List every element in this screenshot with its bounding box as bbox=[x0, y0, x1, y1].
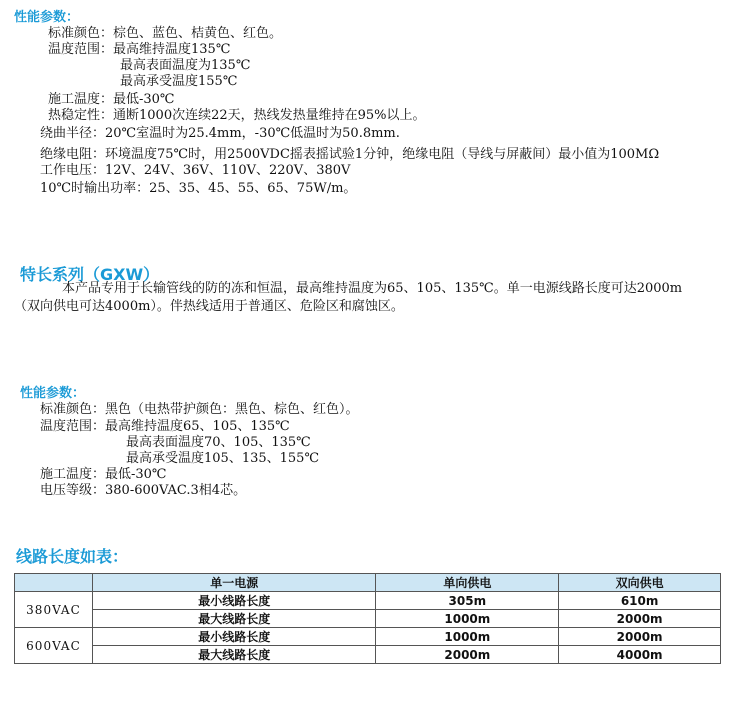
section2-title: 特长系列（GXW） bbox=[20, 265, 160, 284]
table-row bbox=[15, 610, 721, 628]
voltage-cell: 380VAC bbox=[15, 592, 93, 628]
two-way-value: 2000m bbox=[559, 610, 721, 628]
spec-line-color: 标准颜色：棕色、蓝色、桔黄色、红色。 bbox=[48, 26, 283, 41]
spec2-line-temp-range: 温度范围：最高维持温度65、105、135℃ bbox=[40, 419, 290, 434]
table-title: 线路长度如表： bbox=[16, 547, 129, 566]
table-header-one-way: 单向供电 bbox=[376, 574, 559, 592]
line-length-table bbox=[14, 573, 721, 664]
spec-line-max-temp: 最高承受温度155℃ bbox=[120, 74, 238, 89]
section3-title: 性能参数： bbox=[20, 386, 86, 401]
spec2-line-surface-temp: 最高表面温度70、105、135℃ bbox=[126, 435, 311, 450]
table-row bbox=[15, 592, 721, 610]
row-label: 最大线路长度 bbox=[92, 610, 376, 628]
row-label: 最小线路长度 bbox=[92, 592, 376, 610]
spec-line-temp-range: 温度范围：最高维持温度135℃ bbox=[48, 42, 231, 57]
spec-line-install-temp: 施工温度：最低-30℃ bbox=[48, 92, 175, 107]
voltage-cell: 600VAC bbox=[15, 628, 93, 664]
spec-line-output-power: 10℃时输出功率：25、35、45、55、65、75W/m。 bbox=[40, 181, 357, 196]
spec2-line-voltage-class: 电压等级：380-600VAC.3相4芯。 bbox=[40, 483, 247, 498]
spec2-line-install-temp: 施工温度：最低-30℃ bbox=[40, 467, 167, 482]
spec-line-bend-radius: 绕曲半径：20℃室温时为25.4mm，-30℃低温时为50.8mm. bbox=[40, 126, 400, 141]
spec-line-insulation: 绝缘电阻：环境温度75℃时，用2500VDC摇表摇试验1分钟，绝缘电阻（导线与屏蔽间）最小值为100MΩ bbox=[40, 147, 660, 162]
one-way-value: 1000m bbox=[376, 628, 559, 646]
row-label: 最小线路长度 bbox=[92, 628, 376, 646]
row-label: 最大线路长度 bbox=[92, 646, 376, 664]
spec-line-thermal-stability: 热稳定性：通断1000次连续22天，热线发热量维持在95%以上。 bbox=[48, 108, 426, 123]
table-header-row bbox=[15, 574, 721, 592]
one-way-value: 305m bbox=[376, 592, 559, 610]
section2-paragraph-line1: 本产品专用于长输管线的防的冻和恒温，最高维持温度为65、105、135℃。单一电源线路长度可达2000m bbox=[62, 281, 683, 296]
spec2-line-max-temp: 最高承受温度105、135、155℃ bbox=[126, 451, 319, 466]
spec2-line-color: 标准颜色：黑色（电热带护颜色：黑色、棕色、红色）。 bbox=[40, 402, 359, 417]
spec-line-voltage: 工作电压：12V、24V、36V、110V、220V、380V bbox=[40, 163, 351, 178]
table-header-single-source: 单一电源 bbox=[92, 574, 376, 592]
table-header-blank bbox=[15, 574, 93, 592]
section2-paragraph-line2: （双向供电可达4000m）。伴热线适用于普通区、危险区和腐蚀区。 bbox=[14, 299, 404, 314]
section1-title: 性能参数： bbox=[14, 10, 80, 25]
spec-line-surface-temp: 最高表面温度为135℃ bbox=[120, 58, 251, 73]
table-row bbox=[15, 628, 721, 646]
one-way-value: 2000m bbox=[376, 646, 559, 664]
two-way-value: 4000m bbox=[559, 646, 721, 664]
table-row bbox=[15, 646, 721, 664]
one-way-value: 1000m bbox=[376, 610, 559, 628]
two-way-value: 2000m bbox=[559, 628, 721, 646]
table-header-two-way: 双向供电 bbox=[559, 574, 721, 592]
two-way-value: 610m bbox=[559, 592, 721, 610]
